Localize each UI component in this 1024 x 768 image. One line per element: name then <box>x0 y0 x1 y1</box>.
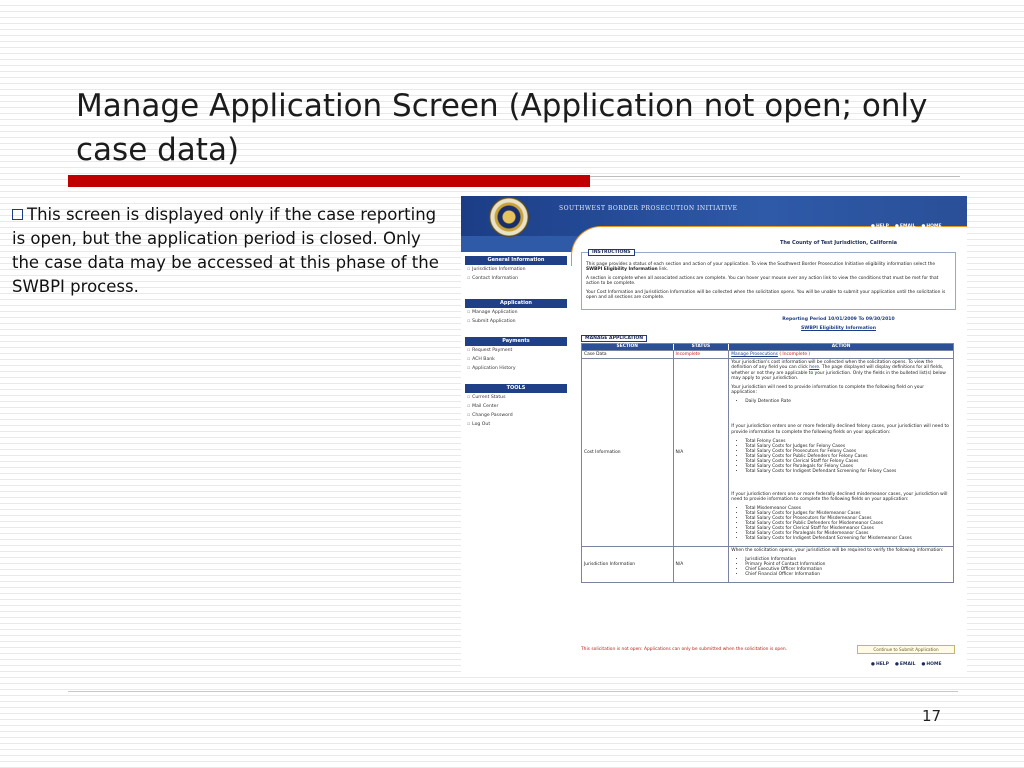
list-item: • Total Salary Costs for Public Defenders for Misdemeanor Cases <box>745 521 951 526</box>
section-cell: Case Data <box>582 351 674 358</box>
action-cell <box>729 547 953 582</box>
org-name: SOUTHWEST BORDER PROSECUTION INITIATIVE <box>559 205 738 212</box>
definitions-link[interactable]: here <box>809 365 820 371</box>
column-header: STATUS <box>674 344 730 350</box>
table-row <box>582 358 953 546</box>
action-cell <box>729 351 953 358</box>
solicitation-closed-message: This solicitation is not open: Applications can only be submitted when the solicitation is open. <box>581 647 788 652</box>
list-item: • Total Salary Costs for Judges for Misdemeanor Cases <box>745 511 951 516</box>
list-item: • Daily Detention Rate <box>745 399 951 404</box>
cost-paragraph: If your jurisdiction enters one or more federally declined misdemeanor cases, your jurisdiction will need to provide information to complete the following fields on your application: <box>731 491 948 503</box>
list-item: • Total Salary Costs for Paralegals for Felony Cases <box>745 464 951 469</box>
email-link[interactable]: ● EMAIL <box>895 662 916 667</box>
instructions-label: INSTRUCTIONS <box>588 249 635 256</box>
list-item: • Chief Executive Officer Information <box>745 567 951 572</box>
top-links <box>871 224 948 229</box>
instructions-paragraph: Your Cost Information and Jurisdiction Information will be collected when the solicitation opens. You will be unable to submit your application until the solicitation is open and all sections are complete. <box>586 289 946 301</box>
field-list <box>745 439 951 474</box>
list-item: • Total Salary Costs for Indigent Defendant Screening for Misdemeanor Cases <box>745 536 951 541</box>
list-item: • Total Felony Cases <box>745 439 951 444</box>
sidebar-item-application-history[interactable]: ▫ Application History <box>461 364 571 373</box>
list-item: • Total Salary Costs for Clerical Staff for Felony Cases <box>745 459 951 464</box>
sidebar-item-manage-application[interactable]: ▫ Manage Application <box>461 308 571 317</box>
instructions-text: This page provides a status of each section and action of your application. To view the Southwest Border Prosecution Initiative eligibility information select the <box>586 262 936 267</box>
list-item: • Total Salary Costs for Prosecutors for Misdemeanor Cases <box>745 516 951 521</box>
column-header: SECTION <box>582 344 674 350</box>
list-item: • Total Salary Costs for Judges for Felony Cases <box>745 444 951 449</box>
application-screenshot <box>461 196 967 674</box>
column-header: ACTION <box>831 344 851 349</box>
application-table <box>581 343 954 583</box>
sidebar-item-request-payment[interactable]: ▫ Request Payment <box>461 346 571 355</box>
cost-intro-text: Your jurisdiction's cost information will be collected when the solicitation opens. To view the definition of any field you can click <box>731 360 933 371</box>
main-content <box>581 240 956 660</box>
reporting-period: Reporting Period 10/01/2009 To 09/30/2010 <box>782 317 895 322</box>
field-list <box>745 399 951 404</box>
list-item: • Jurisdiction Information <box>745 557 951 562</box>
sidebar-item-log-out[interactable]: ▫ Log Out <box>461 420 571 429</box>
home-link[interactable]: ● HOME <box>921 662 941 667</box>
instructions-paragraph <box>586 262 951 273</box>
section-cell: Jurisdiction Information <box>582 547 674 582</box>
sidebar-heading: Application <box>465 299 567 308</box>
list-item: • Total Salary Costs for Prosecutors for Felony Cases <box>745 449 951 454</box>
action-cell <box>729 359 953 546</box>
list-item: • Chief Financial Officer Information <box>745 572 951 577</box>
sidebar-heading: Payments <box>465 337 567 346</box>
instructions-paragraph: A section is complete when all associated actions are complete. You can hover your mouse over any action link to view the conditions that must be met for that action to be complete. <box>586 275 939 287</box>
instructions-text: link. <box>659 267 669 273</box>
sidebar-item-contact-information[interactable]: ▫ Contact Information <box>461 274 571 283</box>
action-status: ( Incomplete ) <box>779 352 811 357</box>
sidebar-item-current-status[interactable]: ▫ Current Status <box>461 393 571 402</box>
tab-manage-application[interactable]: MANAGE APPLICATION <box>581 335 647 342</box>
cost-intro <box>731 360 951 381</box>
list-item: • Total Salary Costs for Paralegals for Misdemeanor Cases <box>745 531 951 536</box>
continue-to-submit-button[interactable]: Continue to Submit Application <box>857 645 955 654</box>
sidebar <box>461 252 571 662</box>
help-link[interactable]: ● HELP <box>871 224 889 229</box>
field-list <box>745 506 951 541</box>
instructions-bold: SWBPI Eligibility Information <box>586 267 658 273</box>
doj-seal-icon <box>489 197 529 237</box>
bullet-point <box>12 203 452 299</box>
list-item: • Total Salary Costs for Clerical Staff for Misdemeanor Cases <box>745 526 951 531</box>
home-link[interactable]: ● HOME <box>921 224 941 229</box>
section-cell: Cost Information <box>582 359 674 546</box>
status-cell: N/A <box>674 359 730 546</box>
footer-rule <box>68 691 958 692</box>
sidebar-heading: General Information <box>465 256 567 265</box>
cost-paragraph: If your jurisdiction enters one or more federally declined felony cases, your jurisdiction will need to provide information to complete the following fields on your application: <box>731 424 949 435</box>
list-item: • Total Salary Costs for Indigent Defendant Screening for Felony Cases <box>745 469 951 474</box>
list-item: • Total Misdemeanor Cases <box>745 506 951 511</box>
table-row <box>582 350 953 358</box>
status-cell: N/A <box>674 547 730 582</box>
sidebar-item-mail-center[interactable]: ▫ Mail Center <box>461 402 571 411</box>
slide-title: Manage Application Screen (Application not open; only case data) <box>76 88 928 168</box>
sidebar-item-submit-application[interactable]: ▫ Submit Application <box>461 317 571 326</box>
eligibility-information-link[interactable]: SWBPI Eligibility Information <box>801 326 876 331</box>
sidebar-item-jurisdiction-information[interactable]: ▫ Jurisdiction Information <box>461 265 571 274</box>
email-link[interactable]: ● EMAIL <box>895 224 916 229</box>
table-row <box>582 546 953 582</box>
title-underline-gray <box>590 176 960 177</box>
sidebar-heading: TOOLS <box>465 384 567 393</box>
help-link[interactable]: ● HELP <box>871 662 889 667</box>
sidebar-item-ach-bank[interactable]: ▫ ACH Bank <box>461 355 571 364</box>
table-header <box>582 344 953 350</box>
field-list <box>745 557 951 577</box>
list-item: • Primary Point of Contact Information <box>745 562 951 567</box>
cost-paragraph: Your jurisdiction will need to provide information to complete the following field on your application: <box>731 385 925 396</box>
bottom-links <box>871 662 948 667</box>
list-item: • Total Salary Costs for Public Defenders for Felony Cases <box>745 454 951 459</box>
title-underline-red <box>68 175 590 187</box>
status-cell: Incomplete <box>674 351 730 358</box>
manage-prosecutions-link[interactable]: Manage Prosecutions <box>731 352 778 357</box>
cost-intro-text: . The page displayed will display definitions for all fields, whether or not they are applicable to your jurisdiction. Only the fields in the bulleted list(s) below may apply to your jurisdiction. <box>731 365 946 381</box>
jurisdiction-title: The County of Test Jurisdiction, California <box>779 240 898 246</box>
instructions-box <box>581 252 956 310</box>
checkbox-bullet-icon <box>12 209 23 220</box>
jurisdiction-paragraph: When the solicitation opens, your jurisdiction will be required to verify the following information: <box>731 548 944 554</box>
bullet-text: This screen is displayed only if the case reporting is open, but the application period is closed. Only the case data may be accessed at this phase of the SWBPI process. <box>12 205 439 296</box>
page-number: 17 <box>922 707 942 725</box>
sidebar-item-change-password[interactable]: ▫ Change Password <box>461 411 571 420</box>
